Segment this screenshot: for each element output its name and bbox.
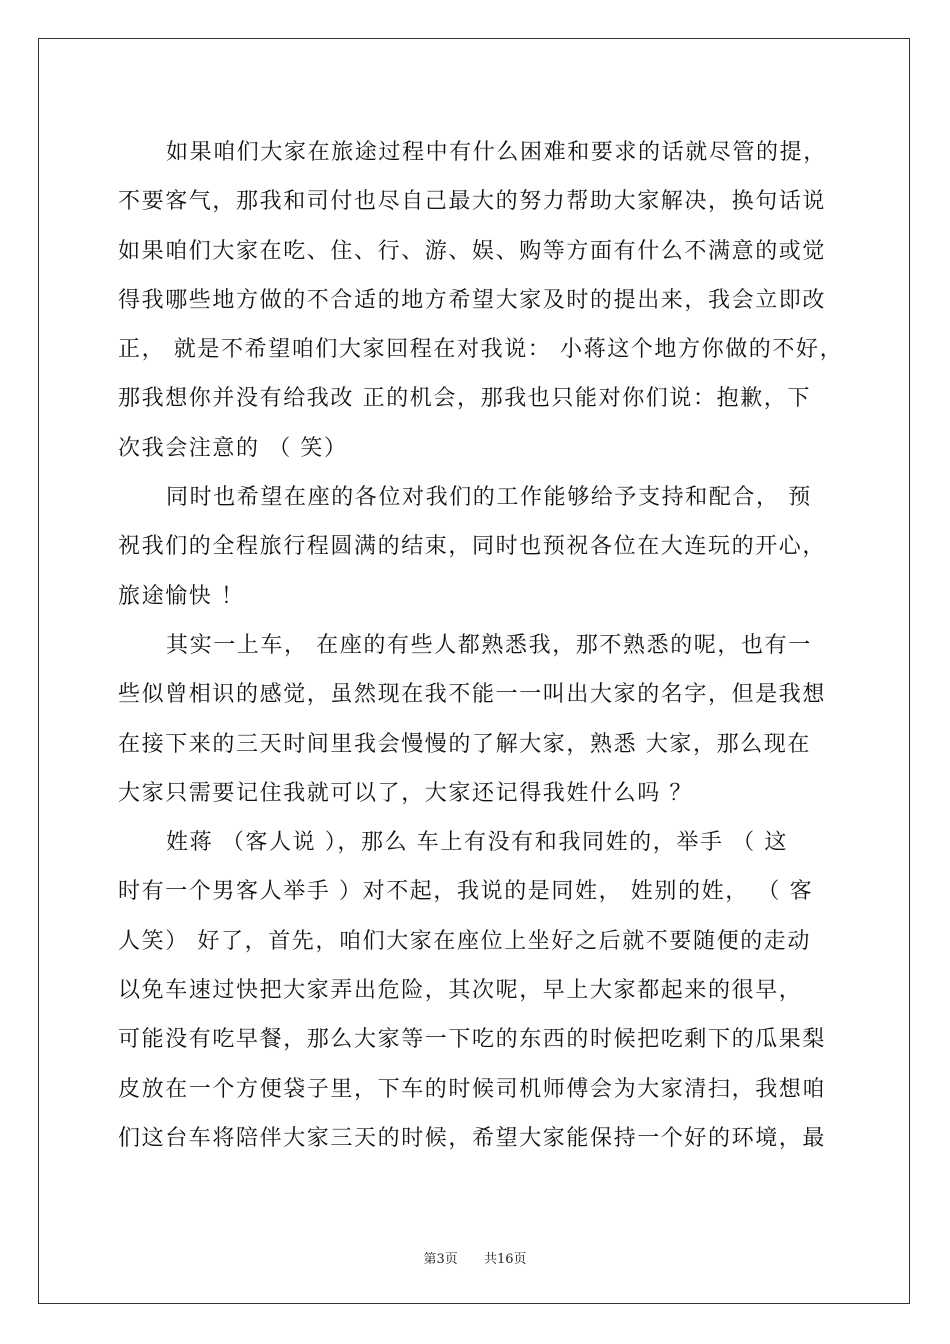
page-number: 第3页 (423, 1252, 458, 1267)
page-footer (0, 1248, 950, 1267)
text-line: 姓蒋 （客人说 ），那么 车上有没有和我同姓的，举手 （ 这 (166, 830, 788, 856)
text-line: 在接下来的三天时间里我会慢慢的了解大家，熟悉 大家，那么现在 (118, 731, 811, 757)
document-body (118, 128, 844, 1163)
text-line: 些似曾相识的感觉，虽然现在我不能一一叫出大家的名字，但是我想 (118, 682, 827, 708)
text-line: 时有一个男客人举手 ）对不起，我说的是同姓， 姓别的姓， （ 客 (118, 879, 814, 905)
text-line: 次我会注意的 （ 笑） (118, 435, 348, 461)
text-line: 同时也希望在座的各位对我们的工作能够给予支持和配合， 预 (166, 485, 812, 511)
text-line: 人笑） 好了，首先，咱们大家在座位上坐好之后就不要随便的走动 (118, 928, 811, 954)
text-line: 如果咱们大家在旅途过程中有什么困难和要求的话就尽管的提， (166, 140, 827, 165)
text-line: 那我想你并没有给我改 正的机会，那我也只能对你们说：抱歉，下 (118, 386, 811, 412)
text-line: 皮放在一个方便袋子里，下车的时候司机师傅会为大家清扫，我想咱 (118, 1076, 827, 1102)
page-total: 共16页 (484, 1252, 527, 1267)
text-line: 正， 就是不希望咱们大家回程在对我说： 小蒋这个地方你做的不好， (118, 337, 844, 363)
text-line: 如果咱们大家在吃、住、行、游、娱、购等方面有什么不满意的或觉 (118, 238, 827, 264)
text-line: 大家只需要记住我就可以了，大家还记得我姓什么吗 ？ (118, 780, 693, 806)
text-line: 可能没有吃早餐，那么大家等一下吃的东西的时候把吃剩下的瓜果梨 (118, 1027, 827, 1053)
text-line: 们这台车将陪伴大家三天的时候，希望大家能保持一个好的环境，最 (118, 1125, 827, 1151)
text-line: 得我哪些地方做的不合适的地方希望大家及时的提出来，我会立即改 (118, 287, 827, 313)
text-line: 其实一上车， 在座的有些人都熟悉我，那不熟悉的呢，也有一 (166, 632, 812, 658)
text-line: 旅途愉快 ！ (118, 583, 245, 609)
text-line: 以免车速过快把大家弄出危险，其次呢，早上大家都起来的很早， (118, 978, 803, 1004)
text-line: 不要客气，那我和司付也尽自己最大的努力帮助大家解决，换句话说 (118, 189, 827, 215)
text-line: 祝我们的全程旅行程圆满的结束，同时也预祝各位在大连玩的开心， (118, 534, 827, 560)
